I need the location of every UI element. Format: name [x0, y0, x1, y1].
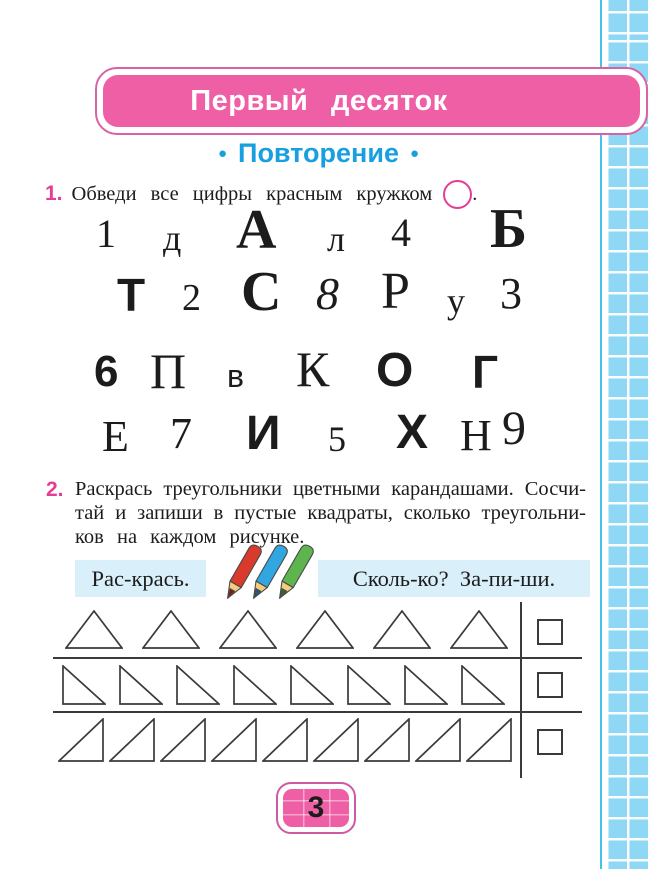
triangle-right-angle-bottom-left[interactable]	[62, 665, 106, 705]
task-2-line: тай и запиши в пустые квадраты, сколько треугольни-	[75, 502, 586, 524]
pencils-icon	[218, 540, 314, 608]
triangle-right-angle-bottom-left[interactable]	[290, 665, 334, 705]
header-banner-fill	[103, 75, 640, 127]
red-circle-icon	[443, 180, 472, 209]
triangle-right-angle-bottom-left[interactable]	[404, 665, 448, 705]
letter-item[interactable]: 2	[182, 277, 201, 319]
letter-item[interactable]: Х	[396, 406, 429, 459]
triangle-right-angle-bottom-left[interactable]	[119, 665, 163, 705]
letter-item[interactable]: 7	[170, 409, 192, 458]
bullet-icon: ●	[217, 145, 228, 162]
triangle-up[interactable]	[373, 610, 431, 649]
triangle-up[interactable]	[65, 610, 123, 649]
triangle-up[interactable]	[219, 610, 277, 649]
letter-item[interactable]: 4	[391, 210, 411, 255]
header-banner	[95, 67, 648, 135]
letter-item[interactable]: Б	[490, 198, 528, 260]
count-label-box	[318, 560, 590, 597]
task-2-number: 2.	[46, 478, 64, 501]
letter-item[interactable]: 6	[94, 347, 119, 396]
triangle-right-angle-bottom-right[interactable]	[211, 718, 257, 762]
letter-item[interactable]: 8	[316, 268, 339, 319]
letter-item[interactable]: у	[447, 281, 465, 321]
letter-item[interactable]: Н	[460, 411, 492, 460]
triangle-right-angle-bottom-right[interactable]	[313, 718, 359, 762]
section-subtitle-label: Повторение	[238, 138, 399, 168]
triangle-right-angle-bottom-right[interactable]	[58, 718, 104, 762]
letter-item[interactable]: А	[236, 199, 277, 261]
triangle-right-angle-bottom-right[interactable]	[109, 718, 155, 762]
letter-item[interactable]: 3	[500, 269, 522, 318]
task-2-line: Раскрась треугольники цветными карандашами. Сосчи-	[75, 478, 586, 500]
task-2-line: ков на каждом рисунке.	[75, 526, 305, 548]
bullet-icon: ●	[409, 145, 420, 162]
triangle-right-angle-bottom-left[interactable]	[233, 665, 277, 705]
task-1-number: 1.	[45, 182, 63, 205]
letter-item[interactable]: в	[227, 358, 244, 394]
letter-item[interactable]: д	[163, 218, 182, 258]
triangle-up[interactable]	[450, 610, 508, 649]
section-subtitle	[0, 138, 637, 169]
triangle-right-angle-bottom-left[interactable]	[461, 665, 505, 705]
triangle-up[interactable]	[296, 610, 354, 649]
letter-item[interactable]: 5	[328, 419, 346, 459]
triangle-right-angle-bottom-right[interactable]	[262, 718, 308, 762]
column-divider	[520, 602, 522, 778]
triangle-right-angle-bottom-right[interactable]	[415, 718, 461, 762]
triangle-right-angle-bottom-right[interactable]	[466, 718, 512, 762]
page-number: 3	[307, 791, 325, 824]
letter-item[interactable]: 9	[502, 402, 526, 455]
letter-item[interactable]: Е	[102, 412, 129, 461]
count-label: Сколь-ко? За-пи-ши.	[352, 565, 556, 591]
letter-item[interactable]: П	[150, 343, 187, 399]
letter-item[interactable]: К	[296, 341, 330, 397]
letter-item[interactable]: С	[241, 261, 282, 323]
answer-box-3[interactable]	[537, 729, 563, 755]
letter-item[interactable]: И	[246, 407, 281, 460]
colorize-label: Рас-крась.	[91, 565, 190, 591]
colorize-label-box	[75, 560, 206, 597]
triangle-right-angle-bottom-right[interactable]	[364, 718, 410, 762]
task-1-text: Обведи все цифры красным кружком	[71, 182, 433, 205]
letter-item[interactable]: Г	[472, 346, 499, 398]
page-title: Первый десяток	[190, 84, 448, 117]
row-divider	[53, 711, 582, 713]
letter-item[interactable]: л	[327, 219, 345, 259]
triangle-right-angle-bottom-left[interactable]	[176, 665, 220, 705]
answer-box-2[interactable]	[537, 672, 563, 698]
answer-box-1[interactable]	[537, 619, 563, 645]
page-number-badge	[276, 782, 356, 834]
letter-item[interactable]: Т	[117, 269, 146, 321]
triangle-up[interactable]	[142, 610, 200, 649]
letter-item[interactable]: 1	[96, 211, 116, 256]
task-1-period: .	[472, 182, 478, 205]
letter-item[interactable]: Р	[381, 263, 410, 320]
triangle-right-angle-bottom-left[interactable]	[347, 665, 391, 705]
page-number-badge-fill	[283, 789, 349, 827]
row-divider	[53, 657, 582, 659]
triangle-right-angle-bottom-right[interactable]	[160, 718, 206, 762]
task-2-text	[75, 477, 586, 549]
letter-item[interactable]: О	[376, 344, 414, 397]
